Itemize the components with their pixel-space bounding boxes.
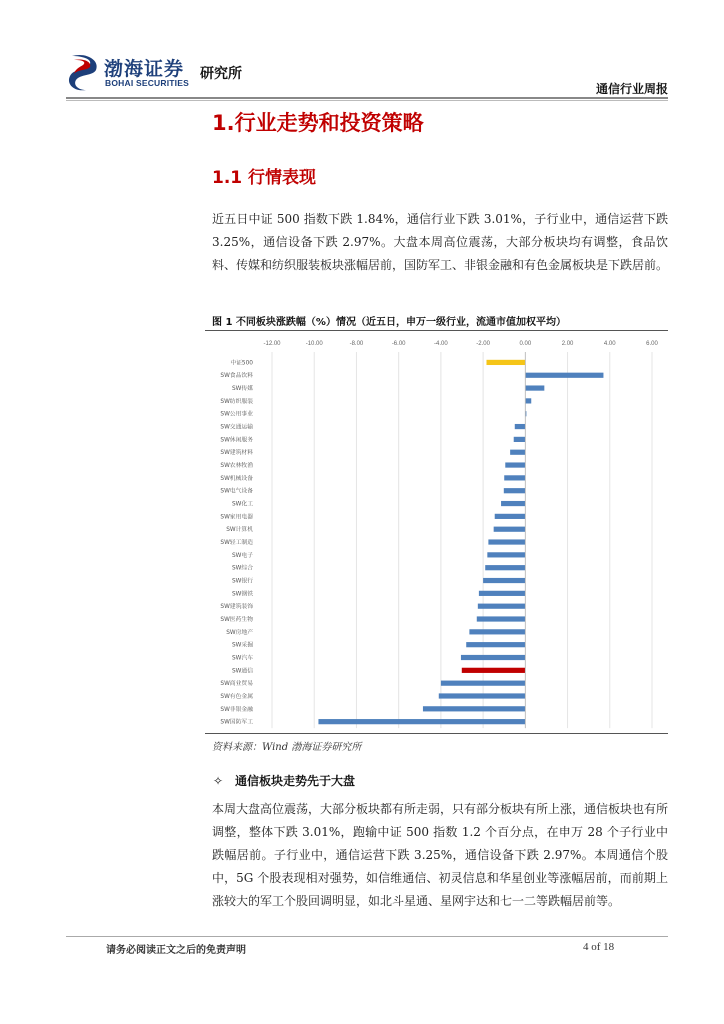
category-label: SW建筑装饰 bbox=[220, 604, 253, 611]
bar bbox=[486, 360, 525, 365]
bar bbox=[487, 552, 525, 557]
category-label: SW休闲服务 bbox=[220, 437, 253, 444]
institute-label: 研究所 bbox=[200, 66, 242, 82]
bar bbox=[525, 373, 603, 378]
category-label: SW房地产 bbox=[226, 629, 253, 636]
category-label: SW建筑材料 bbox=[220, 450, 253, 457]
subsection-heading: 1.1 行情表现 bbox=[212, 168, 317, 188]
bar bbox=[504, 475, 525, 480]
category-label: SW汽车 bbox=[231, 655, 253, 662]
company-logo bbox=[66, 52, 256, 98]
category-label: SW传媒 bbox=[231, 386, 253, 393]
report-title: 通信行业周报 bbox=[595, 82, 668, 96]
x-tick-label: -6.00 bbox=[391, 341, 406, 347]
bar bbox=[488, 539, 525, 544]
figure-top-rule bbox=[205, 330, 668, 331]
x-tick-label: -4.00 bbox=[434, 341, 448, 347]
category-label: SW医药生物 bbox=[220, 617, 253, 624]
x-tick-label: 6.00 bbox=[646, 341, 658, 347]
disclaimer-note: 请务必阅读正文之后的免责声明 bbox=[106, 945, 246, 956]
bar bbox=[504, 488, 526, 493]
bar bbox=[466, 642, 525, 647]
bar bbox=[318, 719, 525, 724]
bullet-heading bbox=[213, 772, 355, 789]
bar bbox=[495, 514, 526, 519]
bar bbox=[515, 424, 526, 429]
bar bbox=[461, 655, 525, 660]
body-paragraph: 本周大盘高位震荡，大部分板块都有所走弱，只有部分板块有所上涨，通信板块也有所调整，整体下跌 3.01%，跑输中证 500 指数 1.2 个百分点，在申万 28 个子行业中跌幅居前。子行业中，通信运营下跌 3.25%，通信设备下跌 2.97%。本周通信个股中，5G 个股表现相对强势，如信维通信、初灵信息和华星创业等涨幅居前，而前期上涨较大的军工个股回调明显，如北斗星通、星网宇达和七一二等跌幅居前等。 bbox=[212, 802, 669, 908]
intro-paragraph: 近五日中证 500 指数下跌 1.84%，通信行业下跌 3.01%，子行业中，通信运营下跌 3.25%，通信设备下跌 2.97%。大盘本周高位震荡，大部分板块均有调整，食品饮料、传媒和纺织服装板块涨幅居前，国防军工、非银金融和有色金属板块是下跌居前。 bbox=[212, 212, 669, 272]
category-label: SW商业贸易 bbox=[220, 681, 253, 688]
x-tick-label: 0.00 bbox=[519, 341, 532, 347]
header-divider bbox=[66, 97, 668, 99]
figure-caption: 图 1 不同板块涨跌幅（%）情况（近五日，申万一级行业，流通市值加权平均） bbox=[212, 317, 566, 328]
category-label: SW化工 bbox=[231, 501, 253, 508]
category-label: SW农林牧渔 bbox=[220, 463, 253, 470]
category-label: SW公用事业 bbox=[220, 411, 253, 418]
category-label: SW非银金融 bbox=[220, 706, 253, 713]
section-heading: 1.行业走势和投资策略 bbox=[212, 111, 424, 135]
bar bbox=[494, 527, 526, 532]
category-label: SW国防军工 bbox=[220, 719, 253, 726]
category-label: SW电子 bbox=[231, 552, 253, 559]
bar bbox=[525, 385, 544, 390]
category-label: SW综合 bbox=[231, 565, 253, 572]
bar bbox=[505, 462, 525, 467]
category-label: SW机械设备 bbox=[220, 475, 253, 482]
diamond-bullet-icon: ✧ bbox=[213, 774, 224, 788]
category-label: SW采掘 bbox=[231, 642, 253, 649]
bar bbox=[514, 437, 526, 442]
bar bbox=[441, 681, 525, 686]
sector-performance-chart bbox=[205, 332, 668, 732]
bohai-logo-icon bbox=[66, 52, 102, 92]
category-label: SW纺织服装 bbox=[220, 398, 253, 405]
bar bbox=[485, 565, 525, 570]
logo-english-name: BOHAI SECURITIES bbox=[105, 78, 189, 88]
category-label: SW银行 bbox=[231, 578, 253, 585]
figure-source: 资料来源：Wind 渤海证券研究所 bbox=[212, 742, 362, 753]
category-label: SW计算机 bbox=[226, 527, 253, 534]
bar bbox=[483, 578, 525, 583]
bar bbox=[478, 604, 526, 609]
category-label: 中证500 bbox=[230, 360, 253, 367]
category-label: SW钢铁 bbox=[231, 591, 253, 598]
x-tick-label: -10.00 bbox=[305, 341, 323, 347]
bullet-title: 通信板块走势先于大盘 bbox=[235, 774, 356, 788]
x-tick-label: -2.00 bbox=[476, 341, 490, 347]
category-label: SW轻工制造 bbox=[220, 540, 253, 547]
x-tick-label: 2.00 bbox=[561, 341, 574, 347]
page-number: 4 of 18 bbox=[583, 941, 615, 953]
category-label: SW交通运输 bbox=[220, 424, 253, 431]
x-tick-label: -12.00 bbox=[263, 341, 281, 347]
category-label: SW家用电器 bbox=[220, 514, 253, 521]
x-tick-label: -8.00 bbox=[349, 341, 364, 347]
figure-bottom-rule bbox=[205, 733, 668, 734]
bar bbox=[462, 668, 526, 673]
category-label: SW食品饮料 bbox=[220, 373, 253, 380]
bar bbox=[510, 450, 525, 455]
category-label: SW有色金属 bbox=[220, 693, 253, 700]
bar bbox=[423, 706, 525, 711]
category-label: SW通信 bbox=[231, 668, 253, 675]
bar bbox=[439, 693, 526, 698]
bar bbox=[525, 398, 531, 403]
x-tick-label: 4.00 bbox=[603, 341, 616, 347]
footer-divider bbox=[66, 936, 668, 937]
bar bbox=[477, 616, 526, 621]
bar bbox=[469, 629, 525, 634]
bar bbox=[479, 591, 525, 596]
bar bbox=[501, 501, 525, 506]
logo-chinese-name: 渤海证券 bbox=[104, 58, 185, 80]
category-label: SW电气设备 bbox=[220, 488, 253, 495]
header-divider-thin bbox=[66, 100, 668, 101]
